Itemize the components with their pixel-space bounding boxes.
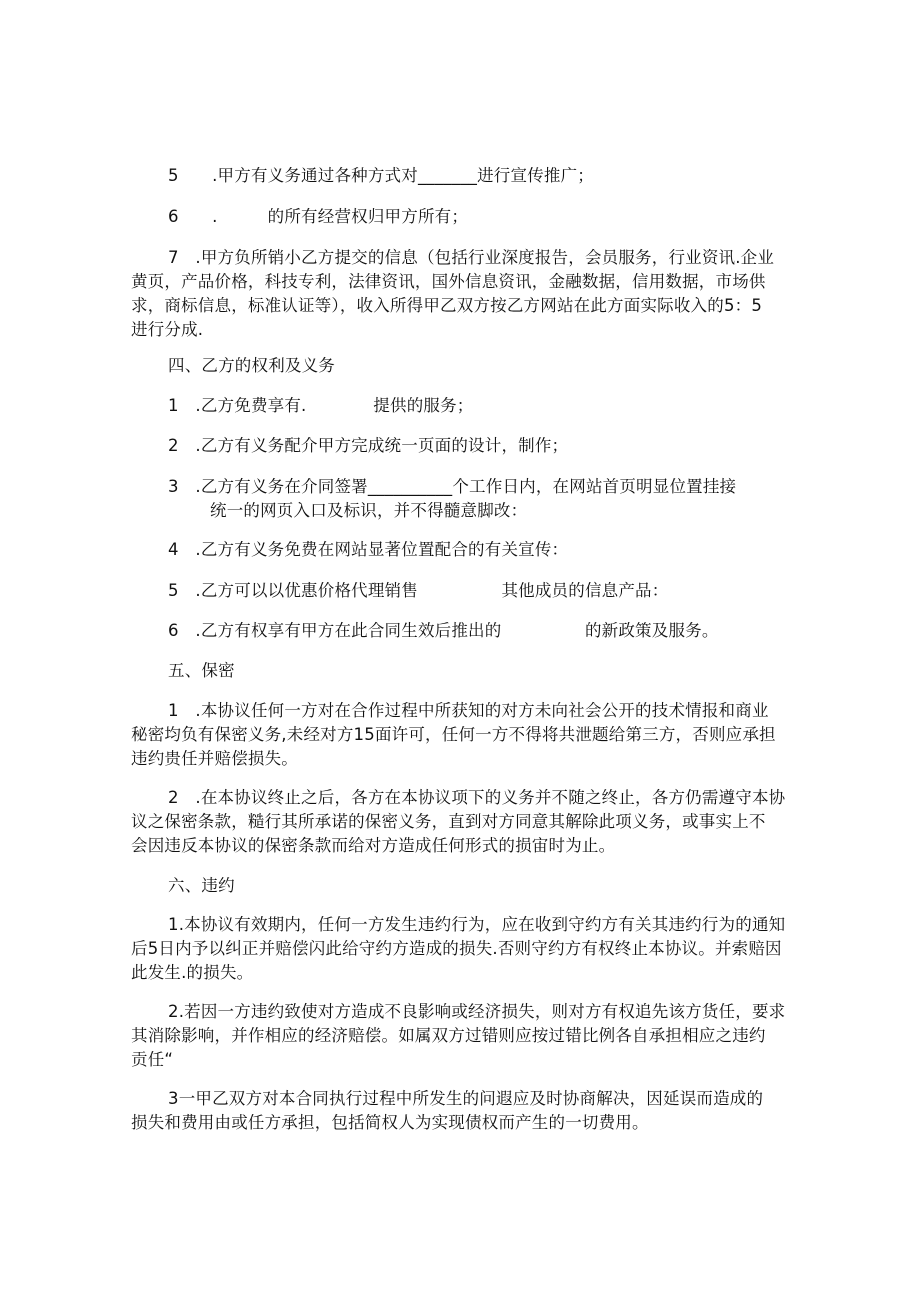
clause-b1: 1 .乙方免费享有. 提供的服务； [168, 396, 474, 415]
section-heading-rights: 四、乙方的权利及义务 [168, 356, 335, 375]
text-line: 此发生.的损失。 [131, 963, 254, 982]
clause-b6: 6 .乙方有权享有甲方在此合同生效后推出的 的新政策及服务。 [168, 621, 719, 640]
text-line: 7 .甲方负所销小乙方提交的信息（包括行业深度报告，会员服务，行业资讯.企业 [168, 248, 775, 267]
text-line: 1.本协议有效期内，任何一方发生违约行为，应在收到守约方有关其违约行为的通知 [168, 915, 786, 934]
text-line: 1 .本协议任何一方对在合作过程中所获知的对方未向社会公开的技术情报和商业 [168, 701, 769, 720]
text-line: 议之保密条款，糙行其所承诺的保密义务，直到对方同意其解除此项义务，或事实上不 [131, 812, 766, 831]
text-line: 违约贵任并赔偿损失。 [131, 749, 298, 768]
text-line: 2 .在本协议终止之后，各方在本协议项下的义务并不随之终止，各方仍需遵守本协 [168, 788, 786, 807]
clause-b5: 5 .乙方可以以优惠价格代理销售 其他成员的信息产品： [168, 581, 669, 600]
text-line: 后5日内予以纠正并赔偿闪此给守约方造成的损失.否则守约方有权终止本协议。并索赔因 [131, 939, 782, 958]
text-line: 进行分成. [131, 320, 204, 339]
text-line: 2.若因一方违约致使对方造成不良影响或经济损失，则对方有权追先该方货任，要求 [168, 1002, 786, 1021]
section-heading-breach: 六、违约 [168, 876, 235, 895]
text-line: 其消除影响，并作相应的经济赔偿。如属双方过错则应按过错比例各自承担相应之违约 [131, 1026, 766, 1045]
clause-b4: 4 .乙方有义务免费在网站显著位置配合的有关宣传： [168, 540, 569, 559]
text-line: 秘密均负有保密义务,未经对方15面许可，任何一方不得将共泄题给第三方，否则应承担 [131, 725, 776, 744]
text-line: 损失和费用由或任方承担，包括简权人为实现债权而产生的一切费用。 [131, 1113, 649, 1132]
clause-b2: 2 .乙方有义务配介甲方完成统一页面的设计，制作； [168, 436, 569, 455]
section-heading-confidentiality: 五、保密 [168, 661, 235, 680]
clause-a5: 5 .甲方有义务通过各种方式对_______进行宣传推广； [168, 166, 594, 185]
clause-a6: 6 . 的所有经营权归甲方所有； [168, 207, 469, 226]
text-line: 贡任“ [131, 1050, 174, 1069]
text-line: 会因违反本协议的保密条款而给对方造成任何形式的损宙时为止。 [131, 836, 616, 855]
text-line: 求，商标信息，标准认证等），收入所得甲乙双方按乙方网站在此方面实际收入的5：5 [131, 296, 763, 315]
clause-b3: 3 .乙方有义务在介同签署__________个工作日内，在网站首页明显位置挂接 [168, 477, 737, 496]
clause-b3-continued: 统一的网页入口及标识，并不得髓意脚改： [210, 501, 528, 520]
text-line: 3一甲乙双方对本合同执行过程中所发生的问遐应及时协商解决，因延误而造成的 [168, 1089, 764, 1108]
text-line: 黄页，产品价格，科技专利，法律资讯，国外信息资讯，金融数据，信用数据，市场供 [131, 272, 766, 291]
